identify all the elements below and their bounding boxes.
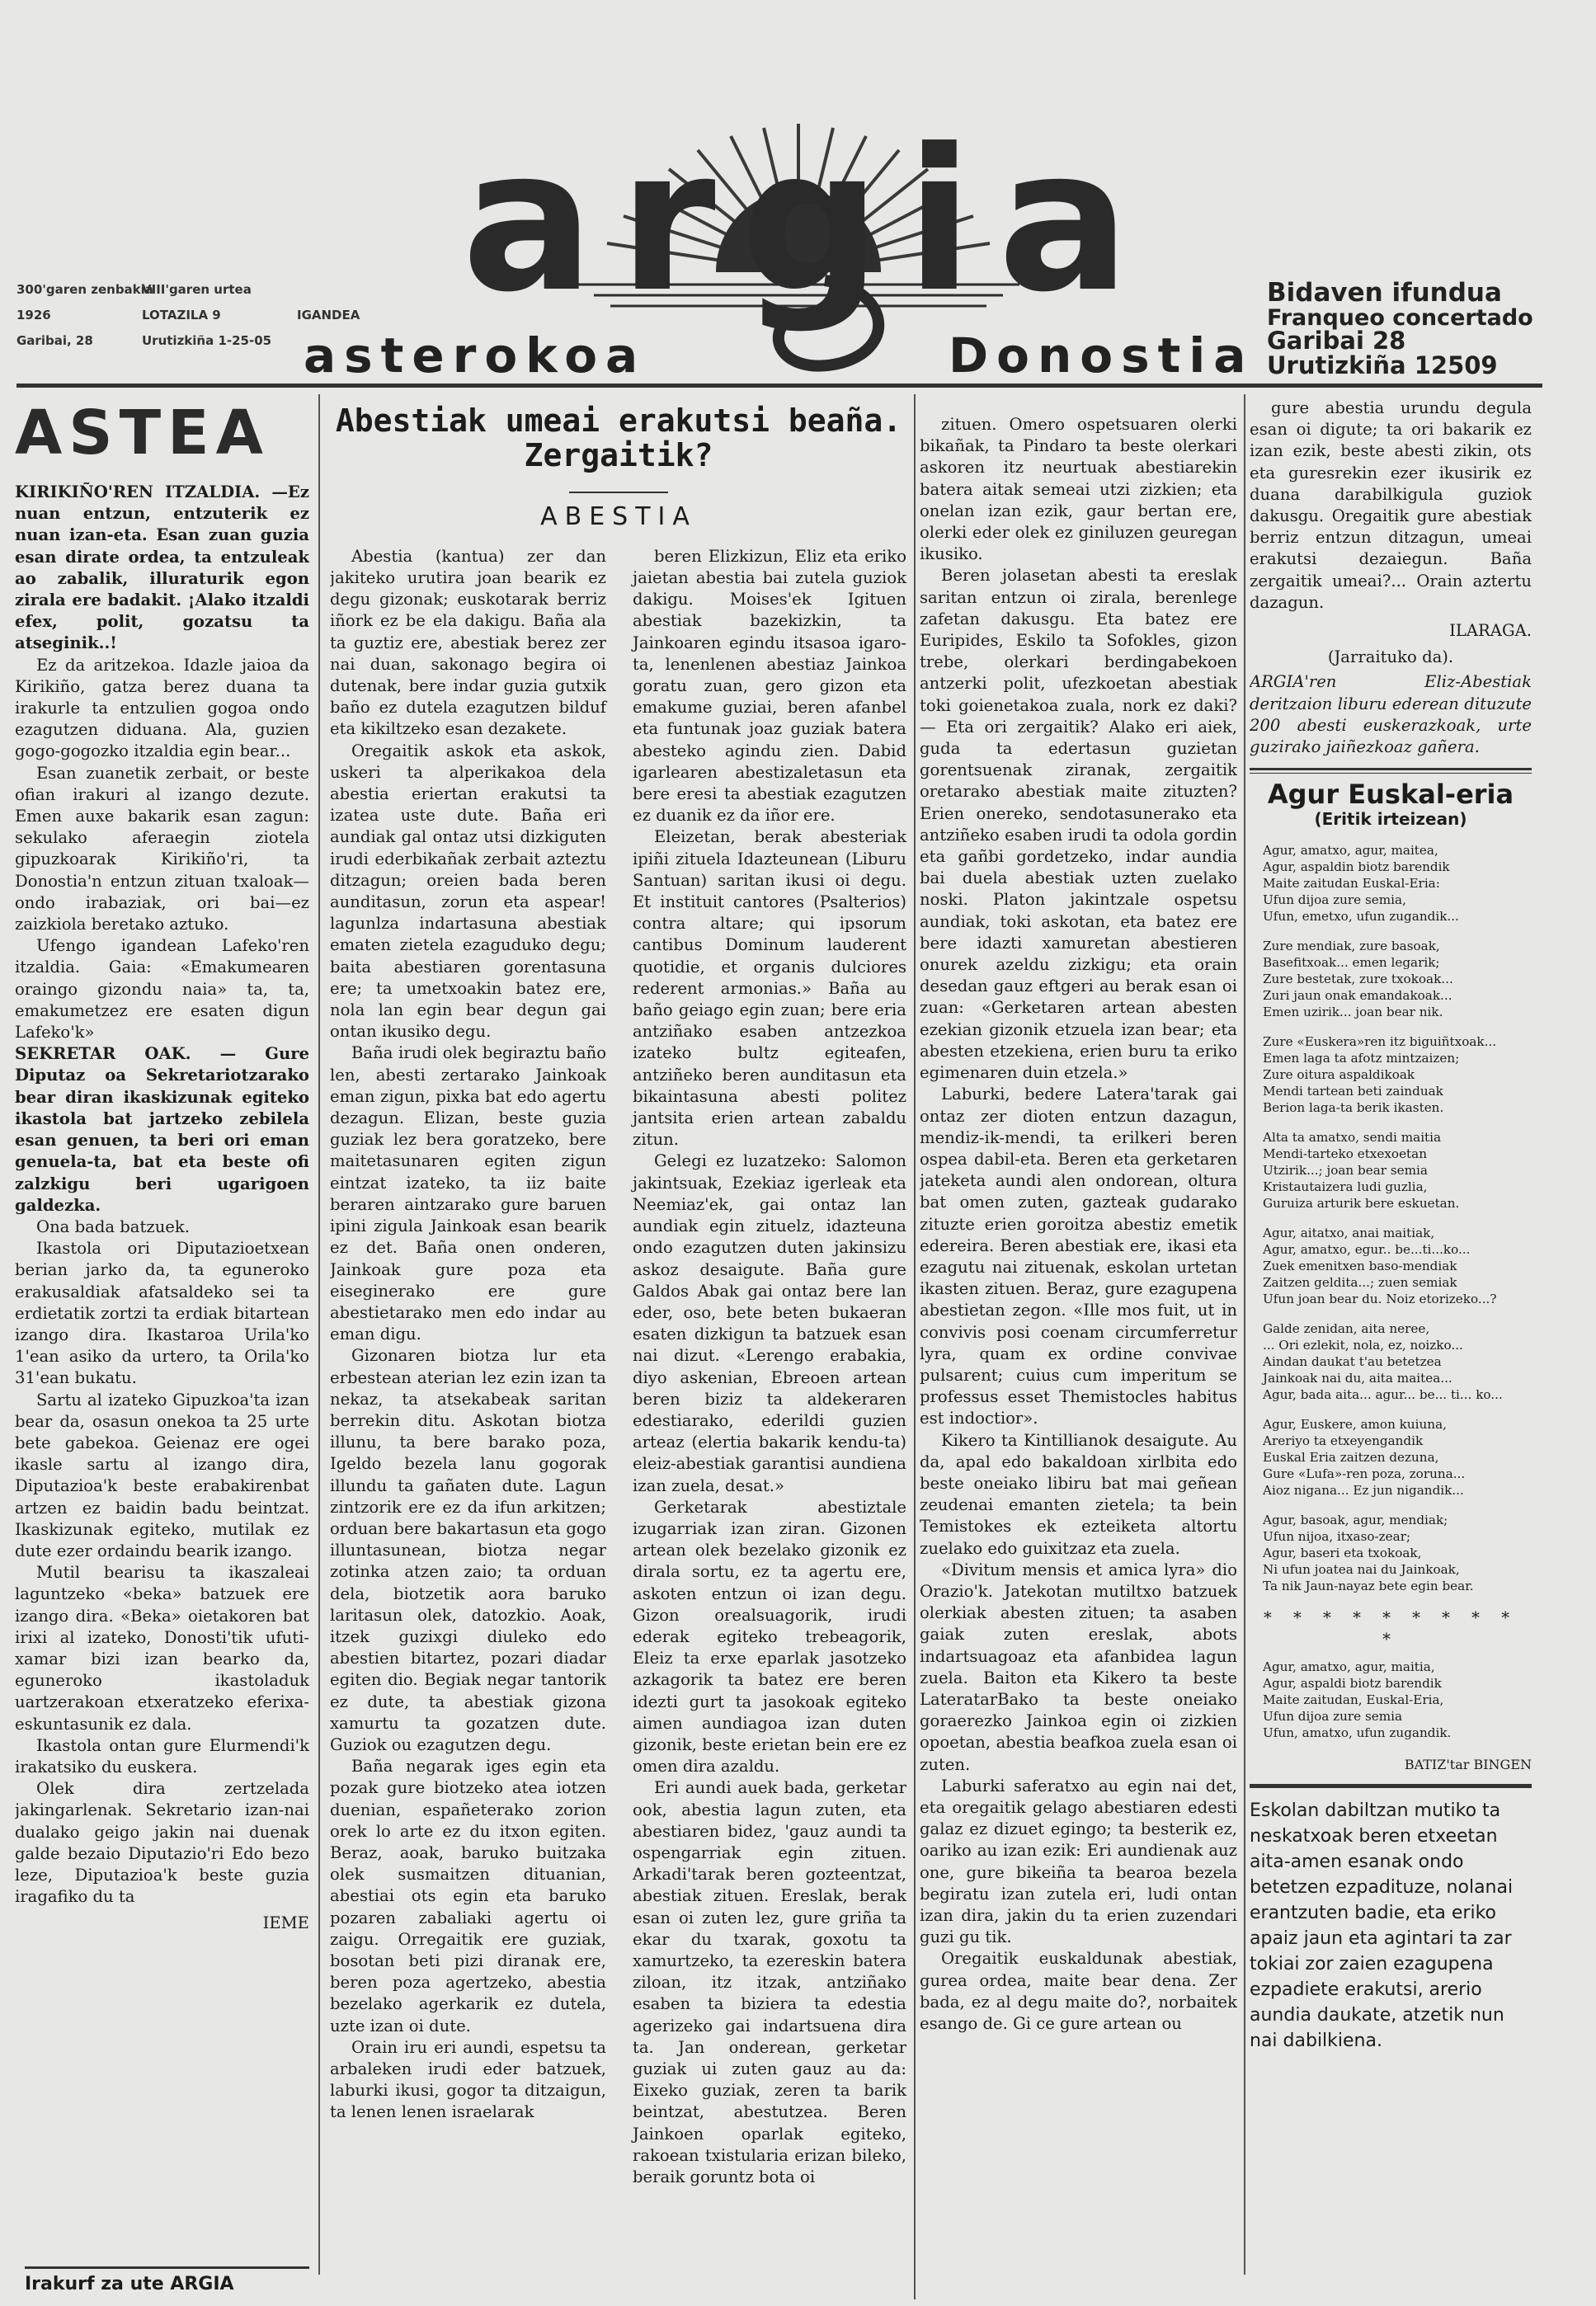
headline-rule [569,492,668,493]
section-rule [1250,768,1532,774]
masthead [0,0,1596,388]
article-headline: Abestiak umeai erakutsi beaña. Zergaitik? [335,402,902,473]
abestia-continuation-column [920,414,1237,2306]
article-subcolumn-right [633,546,906,2188]
article-paragraph: Orain iru eri aundi, espetsu ta arbaleken irudi eder batzuek, laburki ikusi, gogor ta ditzaigun, ta lenen lenen israelarak [330,2037,606,2122]
article-paragraph: Ez da aritzekoa. Idazle jaioa da Kirikiño, gatza berez duana ta irakurle ta entzulien gogoa ondo ezagutzen diduana. Ala, guzien gogo-gogozko itzaldia egin bear... [15,655,309,761]
article-subtitle: ABESTIA [540,501,697,531]
article-paragraph: Mutil bearisu ta ikaszaleai laguntzeko «beka» batzuek ere izango dira. «Beka» oietakoren bat irixi al izateko, Donosti'tik ufuti-xamar bizi izan bearko da, eguneroko ikastoladuk uartzerakoan etxeratzeko eferixa- eskuntasunik ez dala. [15,1563,309,1734]
article-paragraph: Baña negarak iges egin eta pozak gure biotzeko atea iotzen duenian, españeterako zorion orek lo arte ez du itxon egiten. Beraz, aoak, baruko buitzaka olek susmaitzen dituanian, abestiai ots egin eta baruko pozaren zabaliaki agertu oi zaigu. Orregaitik ere guziak, bosotan beti pizi diranak ere, beren poza agertzeko, abestia bezelako agerkarik ez dutela, uzte izan oi dute. [330,1757,606,2035]
right-column [1250,398,1532,2278]
issue-info-row: Garibai, 28 Urutizkiña 1-25-05 [16,333,272,348]
advertisement-note: ARGIA'ren Eliz-Abestiak deritzaion liburu ederean dituzute 200 abesti euskerazkoak, urte guzirako jaiñezkoaz gañera. [1250,672,1532,757]
article-paragraph: Laburki saferatxo au egin nai det, eta oregaitik gelago abestiaren edesti galaz ez dizuet egingo; ta besterik ez, oariko au izan ezik: Eri aundienak auz one, gure bikeiña ta bearoa bezela begiratu izan zutela eri, ludi ontan izan dira, jakin du ta erien zuzendari guzi gu tik. [920,1776,1237,1947]
issue-info-row: 300'garen zenbakiaVIII'garen urtea [16,282,252,297]
astea-title: ASTEA [15,398,270,468]
article-subcolumn-left [330,546,606,2188]
poem-stanza: Galde zenidan, aita neree, ... Ori ezlekit, nola, ez, noizko... Aindan daukat t'au betetzea Jainkoak nai du, aita maitea... Agur, bada aita... agur... be... ti... ko... [1263,1320,1503,1402]
article-paragraph: beren Elizkizun, Eliz eta eriko jaietan abestia bai zutela guziok dakigu. Moises'ek Igituen abestiak bazekizkin, ta Jainkoaren egindu itsasoa igaro-ta, lenenlenen abestiaz Jainkoa goratu zuan, gero gizon eta emakume guziai, beren afanbel eta funtunak joaz guziak batera abesteko agindu zien. Dabid igarlearen abestizaletasun eta bere eresi ta abestiak ezagutzen ez duanik ez da iñor ere. [633,546,906,826]
article-paragraph: Gelegi ez luzatzeko: Salomon jakintsuak, Ezekiaz igerleak eta Neemiaz'ek, gai ontaz lan aundiak egin zituelz, idazteuna ondo ezagutzen duten jakinsizu askoz desaigute. Baña gure Galdos Abak gai ontaz bere lan eder, oso, bete beten bukaeran esaten dizkigun ta batzuek esan nai dizut. «Lerengo erabakia, diyo askenian, Ebreoen artean beren biziz ta aldekeraren edestiarako, ederildi guzien arteaz (elertia bakarik kendu-ta) eleiz-abestiak garantisi aundiena izan zuela, desat.» [633,1151,906,1495]
issue-info [16,277,360,354]
article-paragraph: Ona bada batzuek. [36,1217,191,1236]
issue-info-row: 1926 LOTAZILA 9 IGANDEA [16,308,360,322]
poem-title: Agur Euskal-eria [1267,779,1514,811]
article-paragraph: «Divitum mensis et amica lyra» dio Orazio'k. Jatekotan mutiltxo batzuek olerkiak abesten zituen; ta asaben gaiak zuten ereslak, abots indartsuagoaz eta afanbidea lagun zuela. Baiton eta Kikero ta beste LateratarBako ta beste oneiako goraerezko Jainkoa egin oi zizkien opoetan, abestia beafkoa zuela esan oi zuten. [920,1560,1237,1774]
article-paragraph: Esan zuanetik zerbait, or beste ofian irakuri al izango dezute. Emen auxe bakarik esan zagun: sekulako aferaegin ziotela gipuzkoarak Kirikiño'ri, ta Donostia'n entzun zituan txaloak—ondo irabaziak, ori bai—ez zaizkiola beretako aztuko. [15,763,309,934]
column-divider [1244,394,1245,2275]
poem-signature: BATIZ'tar BINGEN [1404,1757,1532,1773]
poem-stanza: Agur, Euskere, amon kuiuna, Areriyo ta etxeyengandik Euskal Eria zaitzen dezuna, Gure «Lufa»-ren poza, zoruna... Aioz nigana... Ez jun nigandik... [1263,1416,1466,1498]
article-paragraph: Eleizetan, berak abesteriak ipiñi zituela Idazteunean (Liburu Santuan) saritan ikusi oi degu. Et instituit cantores (Psalterios) contra altare; qui ipsorum cantibus Dominum lauderent quotidie, et organis dulciores rederent armonias.» Baña au baño geiago egin zuan; bere eria antziñako esaben antzezkoa izateko bultz egiteafen, antziñeko beren aunditasun eta bikaintasuna abesti politez jantsita erien artean zabaldu zitun. [633,827,906,1150]
column-divider [318,394,320,2275]
poem-separator: * * * * * * * * * * [1264,1607,1518,1649]
article-paragraph: Ikastola ori Diputazioetxean berian jarko da, ta eguneroko erakusaldiak afatsaldeko sei ta erdietatik zortzi ta erdiak bitartean izango dira. Ikastaroa Urila'ko 1'ean asiko da urtero, ta Orila'ko 31'ean bukatu. [15,1239,309,1388]
masthead-right-subtitle: Donostia [949,327,1255,384]
article-paragraph: Abestia (kantua) zer dan jakiteko urutira joan bearik ez degu gizonak; euskotarak berriz iñork ez be ela dakigu. Baña ala ta guztiz ere, abestiak berez zer nai duan, sakonago begira oi dutenak, bere indar guzia gutxik baño ez dutela ezagutzen bilduf eta kikiltzeko esan dezakete. [330,546,606,739]
article-paragraph: Ufengo igandean Lafeko'ren itzaldia. Gaia: «Emakumearen oraingo gizondu naia» ta, ta, emakumetzez ere esaten digun Lafeko'k» [15,936,309,1042]
poem-stanza: Alta ta amatxo, sendi maitia Mendi-tarteko etxexoetan Utzirik...; joan bear semia Kristautaizera ludi guzlia, Guruiza arturik bere eskuetan. [1263,1129,1460,1211]
article-paragraph: gure abestia urundu degula esan oi digute; ta ori bakarik ez izan ezik, beste abesti zikin, ots eta guresrekin ezer ikusirik ez duana darabilkigula guziok dakusgu. Oregaitik gure abestiak berriz entzun ditzagun, umeai erakutsi dezaiegun. Baña zergaitik umeai?... Orain aztertu dazagun. [1250,398,1532,612]
section-rule [1250,1784,1532,1788]
poem-stanza: Agur, basoak, agur, mendiak; Ufun nijoa, itxaso-zear; Agur, baseri eta txokoak, Ni ufun joatea nai du Jainkoak, Ta nik Jaun-nayaz bete egin bear. [1263,1512,1474,1593]
article-paragraph: Eri aundi auek bada, gerketar ook, abestia lagun zuten, eta abestiaren bidez, 'gauz aundi ta ospengarriak egin zituen. Arkadi'tarak beren gozteentzat, abestiak zituen. Ereslak, berak esan oi zuten lez, gure griña ta ekar du txarak, goxotu ta xamurtzeko, ta ezereskin batera ziloan, itz itzak, antziñako esaben ta biziera ta edestia agerizeko gai indartsuena dira ta. Jan onderean, gerketar guziak ui zuten gauz au da: Eixeko guziak, zeren ta barik beintzat, abestutzea. Beren Jainkoen oparlak egiteko, rakoean txistularia erizan bileko, beraik goruntz bota oi [633,1778,906,2187]
article-paragraph: Laburki, bedere Latera'tarak gai ontaz zer dioten entzun dazagun, mendiz-ik-mendi, ta erilkeri beren ospea dabil-eta. Beren eta gerketaren jateketa aundi alen ondorean, oltura bat omen zuten, gazteak gudarako zituzte erien goroitza abestiz emetik edereira. Beren abestiak ere, ikasi eta ezagutu nai zituenak, eskolan urtetan ikasten zituen. Beraz, gure ezagupena abestietan zegon. «Ille mos fuit, ut in convivis posi coenam circumferretur lyra, quam ex ordine convivae pulsarent; cuius cum imperitum se professus esset Themistocles habitus est indoctior». [920,1085,1237,1428]
article-paragraph: zituen. Omero ospetsuaren olerki bikañak, ta Pindaro ta beste olerkari askoren itz neurtuak abestiarekin batera aitak semeai utzi zizkien; eta onelan izan ezik, gaur bertan ere, olerki eder olek ez giniluzen geuregan ikusiko. [920,415,1237,564]
article-author: ILARAGA. [1449,621,1532,641]
article-paragraph: Gerketarak abestiztale izugarriak izan ziran. Gizonen artean olek bezelako gizonik ez dirala sortu, ez ta agertu ere, askoten entzun oi izan degu. Gizon orealsuagorik, irudi ederak egiteko trebeagorik, Eleiz ta erxe eparlak jasotzeko azkagorik ta batez ere beren idezti gurt ta jasokoak egiteko aimen aundiagoa izan duten gizonik, beste erietan bein ere ez omen dira azaldu. [633,1497,906,1777]
article-paragraph: SEKRETAR OAK. — Gure Diputaz oa Sekretariotzarako bear diran ikaskizunak egiteko ikastola bat jartzeko zebilela esan genuen, ta beri ori eman genuela-ta, bat eta beste ofi zalzkigu beri ugarigoen galdezka. [15,1044,309,1215]
masthead-title: argia [461,107,1156,336]
masthead-left-subtitle: asterokoa [304,327,647,384]
poem-subtitle: (Eritik irteizean) [1314,809,1467,830]
continued-note: (Jarraituko da). [1327,647,1454,667]
astea-column [15,398,309,2278]
poem-stanza: Agur, amatxo, agur, maitea, Agur, aspaldin biotz barendik Maite zaitudan Euskal-Eria: Ufun dijoa zure semia, Ufun, emetxo, ufun zugandik... [1263,842,1459,924]
article-paragraph: Kikero ta Kintillianok desaigute. Au da, apal edo bakaldoan xirlbita edo beste oneiako libiru bat mai geñean zeudenai emanten zietela; ta bein Temistokes ek ezteiketa altortu zuelako edo guixitzaz eta zuela. [920,1430,1237,1558]
publisher-info: Bidaven ifundua Franqueo concertado Garibai 28 Urutizkiña 12509 [1267,278,1533,379]
article-paragraph: Sartu al izateko Gipuzkoa'ta izan bear da, osasun onekoa ta 25 urte bete gabekoa. Geienaz ere ogei ikasle sartu al izango dira, Diputazioa'k beste erabakirenbat artzen ez baidin badu beintzat. Ikaskizunak egiteko, mutilak ez dute ezer ordaindu bearik izango. [15,1390,309,1560]
article-paragraph: KIRIKIÑO'REN ITZALDIA. —Ez nuan entzun, entzuterik ez nuan izan-eta. Esan zuan guzia esan dirate ordea, ta entzuleak ao zabalik, illuraturik egon zirala ere badakit. ¡Alako itzaldi efex, polit, gozatsu ta atseginik..! [15,482,309,653]
article-signature: IEME [262,1913,309,1933]
poem-final-stanza: Agur, amatxo, agur, maitia, Agur, aspaldi biotz barendik Maite zaitudan, Euskal-Eria, Ufun dijoa zure semia Ufun, amatxo, ufun zugandik. [1263,1659,1452,1741]
article-paragraph: Oregaitik euskaldunak abestiak, gurea ordea, maite bear dena. Zer bada, ez al degu maite do?, norbaitek esango de. Gi ce gure artean ou [920,1949,1237,2034]
article-paragraph: Baña irudi olek begiraztu baño len, abesti zertarako Jainkoak eman zigun, pixka bat edo agertu dezagun. Elizan, beste guzia guziak lez bera goratzeko, bere maitetasunaren egiten zigun eintzat izateko, ta iiz baite beraren aintzarako gure baruen ipini zigula Jainkoak esan bearik ez det. Baña onen onderen, Jainkoak gure poza eta eiseginerako ere gure abestietarako men edo indar au eman digu. [330,1043,606,1344]
closing-notice: Eskolan dabiltzan mutiko ta neskatxoak beren etxeetan aita-amen esanak ondo betetzen ezpadituze, nolanai erantzuten badie, eta eriko apaiz jaun eta agintari ta zar tokiai zor zaien ezagupena ezpadiete erakutsi, arerio aundia daukate, atzetik nun nai dabilkiena. [1250,1800,1514,2052]
poem-stanza: Zure mendiak, zure basoak, Basefitxoak... emen legarik; Zure bestetak, zure txokoak... Zuri jaun onak emandakoak... Emen uzirik... joan bear nik. [1263,938,1453,1019]
article-paragraph: Olek dira zertzelada jakingarlenak. Sekretario izan-nai dualako geigo jakin nai duenak galde bezaio Diputazio'ri Edo bezo leze, Diputazioa'k beste guzia iragafiko du ta [15,1779,309,1907]
masthead-rule [16,384,1542,388]
article-paragraph: Gizonaren biotza lur eta erbestean aterian lez ezin izan ta nekaz, ta atsekabeak saritan berrekin ditu. Askotan biotza illunu, ta bere barako poza, Igeldo bezela lanu gogorak illundu ta gañaten dute. Lagun zintzorik ere ez da ifun arkitzen; orduan bere bakartasun eta gogo illuntasunean, biotza negar zotinka atzen zaio; ta orduan dela, biotzetik aora baruko laritasun olek, datozkio. Aoak, itzek guzixgi diuleko edo abestien bitartez, pozari diadar egiten dio. Begiak negar tantorik ez dute, ta abestiak gizona xamurtu ta gozatzen dute. Guziok ou ezagutzen degu. [330,1346,606,1754]
article-paragraph: Oregaitik askok eta askok, uskeri ta alperikakoa dela abestia eriertan erakutsi ta izatea uste dute. Baña eri aundiak gal ontaz utsi dizkiguten irudi ederbikañak zerbait azteztu ditzagun; oreien bada beren aunditasun, zorun eta aspear! lagunlza indartasuna abestiak ematen zietela ezaguduko degu; baita abestiaren gorentasuna ere; ta umetxoakin batez ere, nola lan egin bear degun gai ontan ikusiko degu. [330,741,606,1042]
poem-stanza: Zure «Euskera»ren itz biguiñtxoak... Emen laga ta afotz mintzaizen; Zure oitura aspaldikoak Mendi tartean beti zainduak Berion laga-ta berik ikasten. [1263,1033,1497,1115]
article-paragraph: Ikastola ontan gure Elurmendi'k irakatsiko du euskera. [15,1735,309,1777]
footer-tagline: Irakurf za ute ARGIA [25,2266,309,2294]
article-paragraph: Beren jolasetan abesti ta ereslak saritan entzun oi zirala, berenlege zafetan dakusgu. Eta batez ere Euripides, Eskilo ta Sofokles, gizon trebe, olerkari berdingabekoen antzerki polit, ufezkoetan abestiak toki goienetakoa zuala, nork ez daki?— Eta ori zergaitik? Alako eri aiek, guda ta edertasun guzietan gorentsuenak ziranak, zergaitik oretarako abestiak maite zituzten? Erien onereko, sendotasunerako eta antziñeko esaben irudi ta odola gordin eta gañbi gordetzeko, indar aundia bai duela abestiak uzten zuelako noski. Platon jakintzale ospetsu aundiak, toki askotan, eta batez ere bere idazti xamuretan abestieren onurek azeldu zizkigu; eta orain desedan gauz eftgeri au berak esan oi zuan: «Gerketaren artean abesten ezekian gizonik etzuela izan bear; eta abesten etzekiena, erien buru ta eriko egimenaren duin etzela.» [920,566,1237,1083]
poem-stanza: Agur, aitatxo, anai maitiak, Agur, amatxo, egur.. be...ti...ko... Zuek emenitxen baso-mendiak Zaitzen geldita...; zuen semiak Ufun joan bear du. Noiz etorizeko...? [1263,1225,1497,1306]
